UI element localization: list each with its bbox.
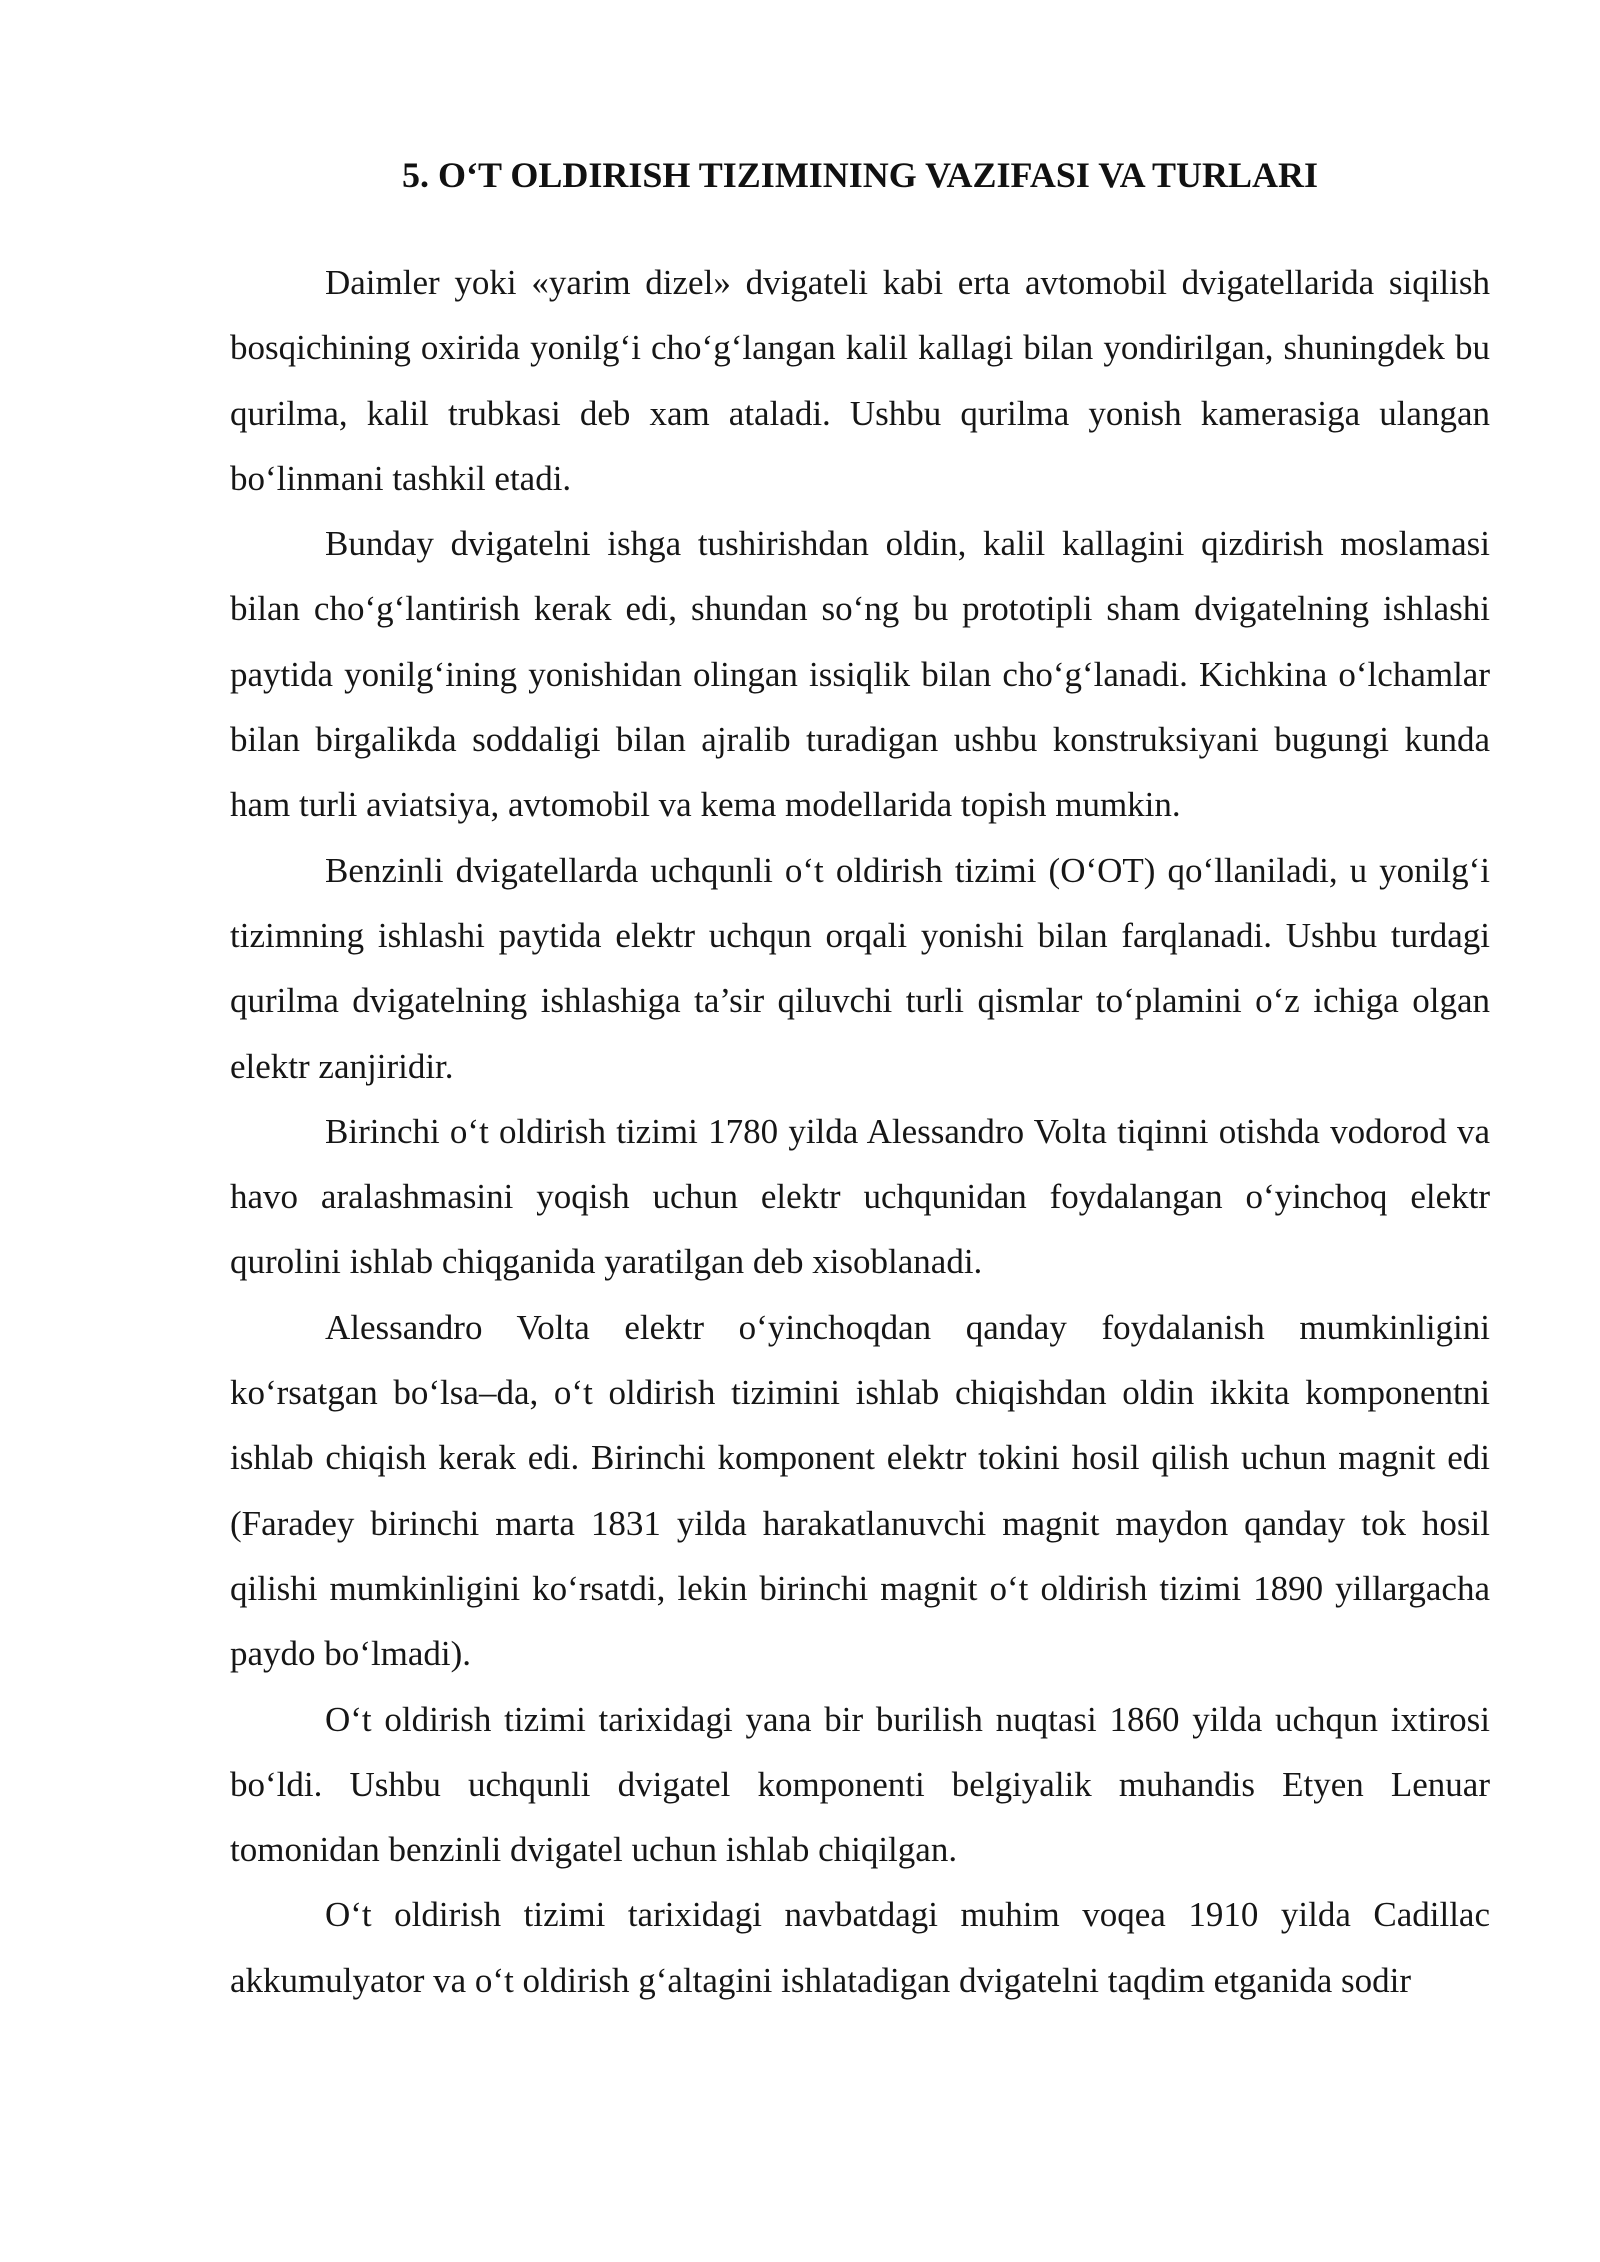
paragraph-cadillac: O‘t oldirish tizimi tarixidagi navbatdagi muhim voqea 1910 yilda Cadillac akkumulyator va o‘t oldirish g‘altagini ishlatadigan dvigatelni taqdim etganida sodir bbox=[230, 1895, 1490, 2000]
paragraph-volta: Alessandro Volta elektr o‘yinchoqdan qanday foydalanish mumkinligini ko‘rsatgan bo‘lsa–da, o‘t oldirish tizimini ishlab chiqishdan oldin ikkita komponentni ishlab chiqish kerak edi. Birinchi komponent elektr tokini hosil qilish uchun magnit edi (Faradey birinchi marta 1831 yilda harakatlanuvchi magnit maydon qanday tok hosil qilishi mumkinligini ko‘rsatdi, lekin birinchi magnit o‘t oldirish tizimi 1890 yillargacha paydo bo‘lmadi). bbox=[230, 1307, 1490, 1674]
paragraph-benzinli: Benzinli dvigatellarda uchqunli o‘t oldirish tizimi (O‘OT) qo‘llaniladi, u yonilg‘i tizimning ishlashi paytida elektr uchqun orqali yonishi bilan farqlanadi. Ushbu turdagi qurilma dvigatelning ishlashiga ta’sir qiluvchi turli qismlar to‘plamini o‘z ichiga olgan elektr zanjiridir. bbox=[230, 850, 1490, 1086]
paragraph-bunday: Bunday dvigatelni ishga tushirishdan oldin, kalil kallagini qizdirish moslamasi bilan cho‘g‘lantirish kerak edi, shundan so‘ng bu prototipli sham dvigatelning ishlashi paytida yonilg‘ining yonishidan olingan issiqlik bilan cho‘g‘lanadi. Kichkina o‘lchamlar bilan birgalikda soddaligi bilan ajralib turadigan ushbu konstruksiyani bugungi kunda ham turli aviatsiya, avtomobil va kema modellarida topish mumkin. bbox=[230, 524, 1490, 825]
paragraph-birinchi: Birinchi o‘t oldirish tizimi 1780 yilda Alessandro Volta tiqinni otishda vodorod va havo aralashmasini yoqish uchun elektr uchqunidan foydalangan o‘yinchoq elektr qurolini ishlab chiqganida yaratilgan deb xisoblanadi. bbox=[230, 1111, 1490, 1282]
paragraph-daimler: Daimler yoki «yarim dizel» dvigateli kabi erta avtomobil dvigatellarida siqilish bosqichining oxirida yonilg‘i cho‘g‘langan kalil kallagi bilan yondirilgan, shuningdek bu qurilma, kalil trubkasi deb xam ataladi. Ushbu qurilma yonish kamerasiga ulangan bo‘linmani tashkil etadi. bbox=[230, 263, 1490, 498]
section-title: 5. O‘T OLDIRISH TIZIMINING VAZIFASI VA TURLARI bbox=[402, 155, 1318, 195]
body-text bbox=[230, 250, 1490, 2013]
paragraph-lenuar: O‘t oldirish tizimi tarixidagi yana bir burilish nuqtasi 1860 yilda uchqun ixtirosi bo‘ldi. Ushbu uchqunli dvigatel komponenti belgiyalik muhandis Etyen Lenuar tomonidan benzinli dvigatel uchun ishlab chiqilgan. bbox=[230, 1699, 1490, 1870]
